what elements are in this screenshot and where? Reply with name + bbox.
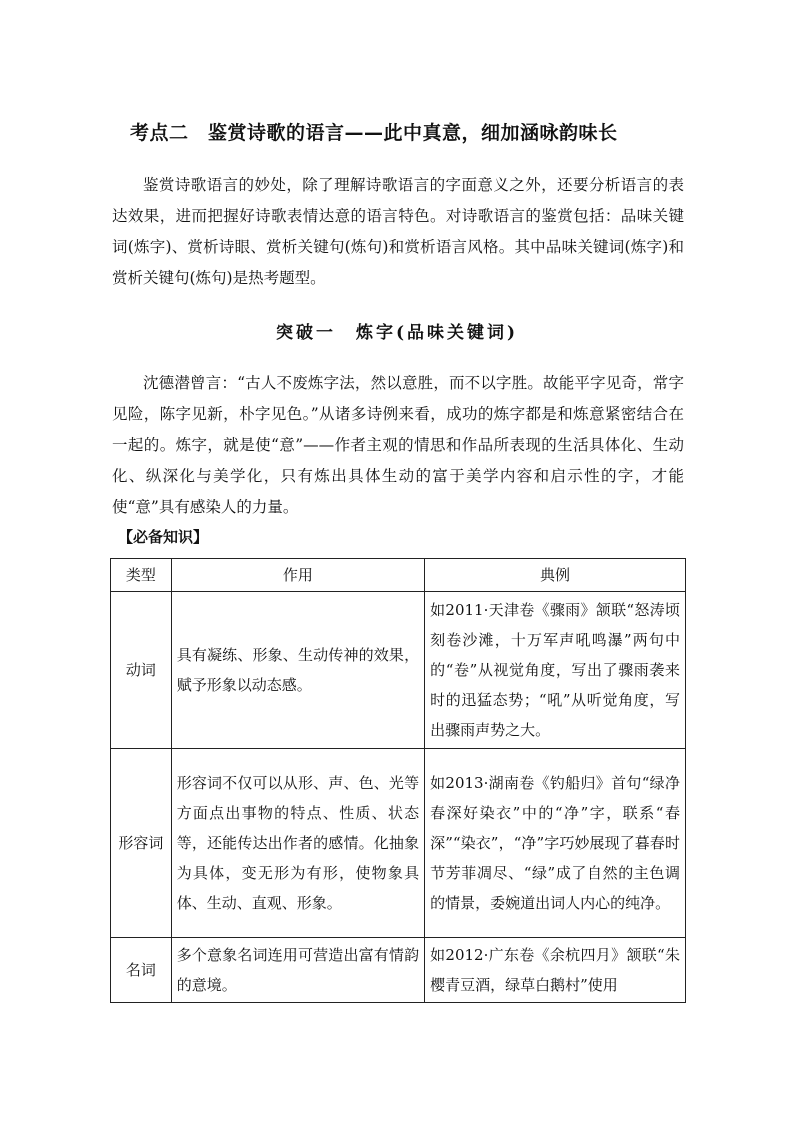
header-example: 典例 [425,559,686,592]
row-function-cell: 多个意象名词连用可营造出富有情韵的意境。 [171,938,424,1003]
table-row [111,938,686,1003]
section-heading: 突破一 炼字(品味关键词) [275,323,519,343]
row-example-cell: 如2011·天津卷《骤雨》颔联“怒涛顷刻卷沙滩，十万军声吼鸣瀑”两句中的“卷”从视觉角度，写出了骤雨袭来时的迅猛态势；“吼”从听觉角度，写出骤雨声势之大。 [425,592,686,749]
section-paragraph: 沈德潜曾言：“古人不废炼字法，然以意胜，而不以字胜。故能平字见奇，常字见险，陈字见新，朴字见色。”从诸多诗例来看，成功的炼字都是和炼意紧密结合在一起的。炼字，就是使“意”——作者主观的情思和作品所表现的生活具体化、生动化、纵深化与美学化，只有炼出具体生动的富于美学内容和启示性的字，才能使“意”具有感染人的力量。 [112,374,684,516]
row-function-cell: 形容词不仅可以从形、声、色、光等方面点出事物的特点、性质、状态等，还能传达出作者的感情。化抽象为具体，变无形为有形，使物象具体、生动、直观、形象。 [171,749,424,938]
header-type: 类型 [111,559,172,592]
header-function: 作用 [171,559,424,592]
page-title: 考点二 鉴赏诗歌的语言——此中真意，细加涵咏韵味长 [130,122,618,144]
table-row [111,749,686,938]
row-function-cell: 具有凝练、形象、生动传神的效果，赋予形象以动态感。 [171,592,424,749]
row-type-cell: 形容词 [111,749,172,938]
row-type-cell: 动词 [111,592,172,749]
intro-paragraph: 鉴赏诗歌语言的妙处，除了理解诗歌语言的字面意义之外，还要分析语言的表达效果，进而把握好诗歌表情达意的语言特色。对诗歌语言的鉴赏包括：品味关键词(炼字)、赏析诗眼、赏析关键句(炼句)和赏析语言风格。其中品味关键词(炼字)和赏析关键句(炼句)是热考题型。 [112,176,684,287]
row-type-cell: 名词 [111,938,172,1003]
row-example-cell: 如2012·广东卷《余杭四月》颔联“朱樱青豆酒，绿草白鹅村”使用 [425,938,686,1003]
table-row [111,592,686,749]
table-header-row [111,559,686,592]
knowledge-label: 【必备知识】 [118,528,209,546]
row-example-cell: 如2013·湖南卷《钓船归》首句“绿净春深好染衣”中的“净”字，联系“春深”“染衣”，“净”字巧妙展现了暮春时节芳菲凋尽、“绿”成了自然的主色调的情景，委婉道出词人内心的纯净。 [425,749,686,938]
knowledge-table [110,558,686,1003]
